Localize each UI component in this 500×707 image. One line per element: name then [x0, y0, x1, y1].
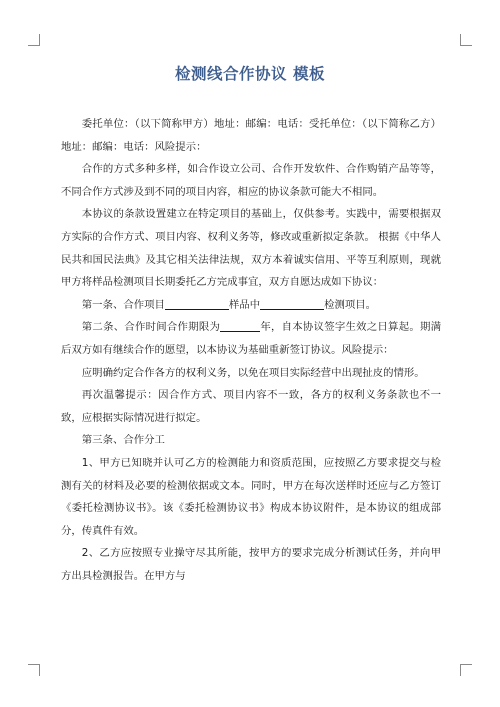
article-2-suffix: 年，自本协议签字生效之日算起。期满后双方如有继续合作的愿望，以本协议为基础重新签订协议。风险提示： [61, 321, 442, 356]
article-2-cooperation-term [61, 316, 441, 361]
party-info-paragraph: 委托单位：（以下简称甲方）地址：邮编：电话：受托单位：（以下简称乙方）地址：邮编：电话：风险提示： [61, 118, 441, 153]
test-item-blank [260, 297, 324, 310]
article-3-clause-1: 1、甲方已知晓并认可乙方的检测能力和资质范围，应按照乙方要求提交与检测有关的材料及必要的检测依据或文本。同时，甲方在每次送样时还应与乙方签订《委托检测协议书》。该《委托检测协议书》构成本协议附件，是本协议的组成部分，传真件有效。 [61, 456, 441, 537]
document-body [61, 113, 441, 587]
crop-mark-bottom-left [28, 664, 40, 676]
article-3-clause-2: 2、乙方应按照专业操守尽其所能，按甲方的要求完成分析测试任务，并向甲方出具检测报告。在甲方与 [61, 547, 441, 582]
reminder-paragraph: 再次温馨提示：因合作方式、项目内容不一致，各方的权利义务条款也不一致，应根据实际情况进行拟定。 [61, 389, 441, 424]
article-1-suffix: 检测项目。 [324, 298, 377, 311]
article-1-cooperation-project [61, 294, 441, 317]
crop-mark-top-right [460, 34, 472, 46]
term-years-blank [220, 319, 260, 332]
article-3-heading: 第三条、合作分工 [81, 434, 165, 447]
cooperation-methods-paragraph: 合作的方式多种多样，如合作设立公司、合作开发软件、合作购销产品等等，不同合作方式涉及到不同的项目内容，相应的协议条款可能大不相同。 [61, 163, 441, 198]
crop-mark-bottom-right [460, 664, 472, 676]
crop-mark-top-left [28, 34, 40, 46]
article-1-middle: 样品中 [228, 298, 261, 311]
article-2-prefix: 第二条、合作时间合作期限为 [81, 321, 221, 334]
rights-obligations-note: 应明确约定合作各方的权利义务，以免在项目实际经营中出现扯皮的情形。 [81, 366, 425, 379]
agreement-basis-paragraph: 本协议的条款设置建立在特定项目的基础上，仅供参考。实践中，需要根据双方实际的合作方式、项目内容、权利义务等，修改或重新拟定条款。 根据《中华人民共和国民法典》及其它相关法律法规，双方本着诚实信用、平等互利原则，现就甲方将样品检测项目长期委托乙方完成事宜，双方自愿达成如下协议： [61, 208, 441, 289]
article-1-prefix: 第一条、合作项目 [81, 298, 165, 311]
document-title: 检测线合作协议 模板 [175, 65, 325, 83]
project-name-blank [165, 297, 229, 310]
